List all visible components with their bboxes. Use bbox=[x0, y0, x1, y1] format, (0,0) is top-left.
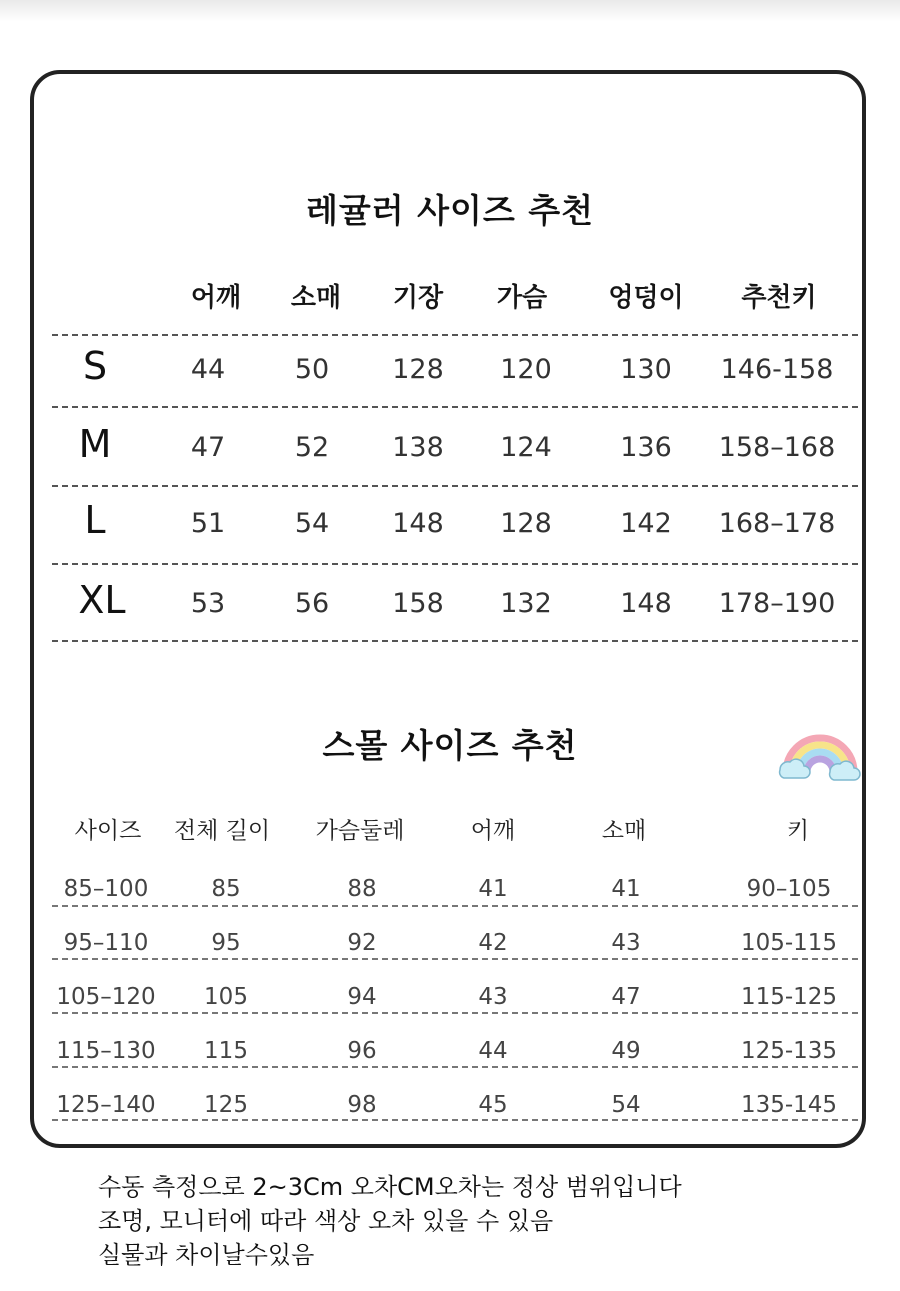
divider bbox=[52, 905, 858, 907]
cell-hip: 130 bbox=[620, 354, 672, 385]
cell-sleeve: 54 bbox=[294, 508, 330, 539]
cell-hip: 148 bbox=[620, 588, 672, 619]
cell-chest: 132 bbox=[500, 588, 552, 619]
size-label: M bbox=[78, 422, 112, 466]
cell-height: 115-125 bbox=[740, 984, 838, 1010]
header-size: 사이즈 bbox=[74, 818, 142, 844]
cell-height: 146-158 bbox=[720, 354, 834, 385]
divider bbox=[52, 485, 858, 487]
rainbow-icon bbox=[778, 708, 862, 784]
cell-chest: 128 bbox=[500, 508, 552, 539]
header-shoulder: 어깨 bbox=[190, 283, 242, 313]
header-sleeve: 소매 bbox=[601, 818, 647, 844]
cell-sleeve: 52 bbox=[294, 432, 330, 463]
note-difference: 실물과 차이날수있음 bbox=[98, 1241, 315, 1269]
table-row bbox=[0, 340, 900, 400]
table-row bbox=[0, 574, 900, 634]
regular-table-header bbox=[0, 277, 900, 317]
divider bbox=[52, 1066, 858, 1068]
cell-shoulder: 45 bbox=[478, 1092, 508, 1118]
divider bbox=[52, 958, 858, 960]
cell-chest-girth: 96 bbox=[347, 1038, 377, 1064]
regular-size-title: 레귤러 사이즈 추천 bbox=[305, 191, 594, 230]
cell-total-length: 125 bbox=[204, 1092, 248, 1118]
cell-height: 178–190 bbox=[718, 588, 836, 619]
cell-size: 105–120 bbox=[56, 984, 156, 1010]
cell-chest-girth: 98 bbox=[347, 1092, 377, 1118]
cell-sleeve: 50 bbox=[294, 354, 330, 385]
cell-chest: 124 bbox=[500, 432, 552, 463]
divider bbox=[52, 406, 858, 408]
cell-shoulder: 47 bbox=[190, 432, 226, 463]
cell-total-length: 95 bbox=[211, 930, 241, 956]
cell-shoulder: 44 bbox=[478, 1038, 508, 1064]
cell-sleeve: 56 bbox=[294, 588, 330, 619]
cell-total-length: 115 bbox=[204, 1038, 248, 1064]
note-color: 조명, 모니터에 따라 색상 오차 있을 수 있음 bbox=[98, 1207, 554, 1235]
cell-height: 105-115 bbox=[740, 930, 838, 956]
cell-size: 95–110 bbox=[63, 930, 149, 956]
size-label: L bbox=[84, 498, 106, 542]
top-strip bbox=[0, 0, 900, 22]
header-height: 키 bbox=[786, 818, 810, 844]
notes bbox=[98, 1170, 858, 1272]
size-label: S bbox=[82, 344, 108, 388]
header-total-length: 전체 길이 bbox=[173, 818, 271, 844]
cell-height: 125-135 bbox=[740, 1038, 838, 1064]
cell-total-length: 105 bbox=[204, 984, 248, 1010]
cell-size: 85–100 bbox=[63, 876, 149, 902]
cell-shoulder: 51 bbox=[190, 508, 226, 539]
cell-shoulder: 44 bbox=[190, 354, 226, 385]
header-chest: 가슴 bbox=[496, 283, 548, 313]
cell-chest-girth: 88 bbox=[347, 876, 377, 902]
cell-length: 158 bbox=[392, 588, 444, 619]
cell-sleeve: 47 bbox=[611, 984, 641, 1010]
cell-chest-girth: 94 bbox=[347, 984, 377, 1010]
header-length: 기장 bbox=[392, 283, 444, 313]
cell-height: 158–168 bbox=[718, 432, 836, 463]
cell-sleeve: 41 bbox=[611, 876, 641, 902]
cell-shoulder: 42 bbox=[478, 930, 508, 956]
cell-length: 128 bbox=[392, 354, 444, 385]
cell-length: 148 bbox=[392, 508, 444, 539]
cell-hip: 142 bbox=[620, 508, 672, 539]
header-sleeve: 소매 bbox=[290, 283, 342, 313]
cell-sleeve: 43 bbox=[611, 930, 641, 956]
divider bbox=[52, 1012, 858, 1014]
cell-shoulder: 53 bbox=[190, 588, 226, 619]
size-label: XL bbox=[78, 578, 126, 622]
cell-shoulder: 43 bbox=[478, 984, 508, 1010]
header-recommended-height: 추천키 bbox=[741, 283, 817, 313]
divider bbox=[52, 334, 858, 336]
cell-height: 168–178 bbox=[718, 508, 836, 539]
header-shoulder: 어깨 bbox=[470, 818, 516, 844]
small-table-header bbox=[0, 812, 900, 848]
cell-chest: 120 bbox=[500, 354, 552, 385]
cell-length: 138 bbox=[392, 432, 444, 463]
table-row bbox=[0, 418, 900, 478]
cell-sleeve: 49 bbox=[611, 1038, 641, 1064]
table-row bbox=[0, 870, 900, 910]
divider bbox=[52, 1119, 858, 1121]
cell-sleeve: 54 bbox=[611, 1092, 641, 1118]
cell-height: 135-145 bbox=[740, 1092, 838, 1118]
divider bbox=[52, 563, 858, 565]
divider bbox=[52, 640, 858, 642]
small-size-title: 스몰 사이즈 추천 bbox=[322, 726, 578, 765]
note-measurement: 수동 측정으로 2~3Cm 오차CM오차는 정상 범위입니다 bbox=[98, 1173, 682, 1201]
table-row bbox=[0, 494, 900, 554]
cell-size: 115–130 bbox=[56, 1038, 156, 1064]
cell-shoulder: 41 bbox=[478, 876, 508, 902]
cell-height: 90–105 bbox=[746, 876, 832, 902]
cell-size: 125–140 bbox=[56, 1092, 156, 1118]
header-chest-girth: 가슴둘레 bbox=[315, 818, 405, 844]
cell-total-length: 85 bbox=[211, 876, 241, 902]
cell-hip: 136 bbox=[620, 432, 672, 463]
header-hip: 엉덩이 bbox=[608, 283, 684, 313]
cell-chest-girth: 92 bbox=[347, 930, 377, 956]
